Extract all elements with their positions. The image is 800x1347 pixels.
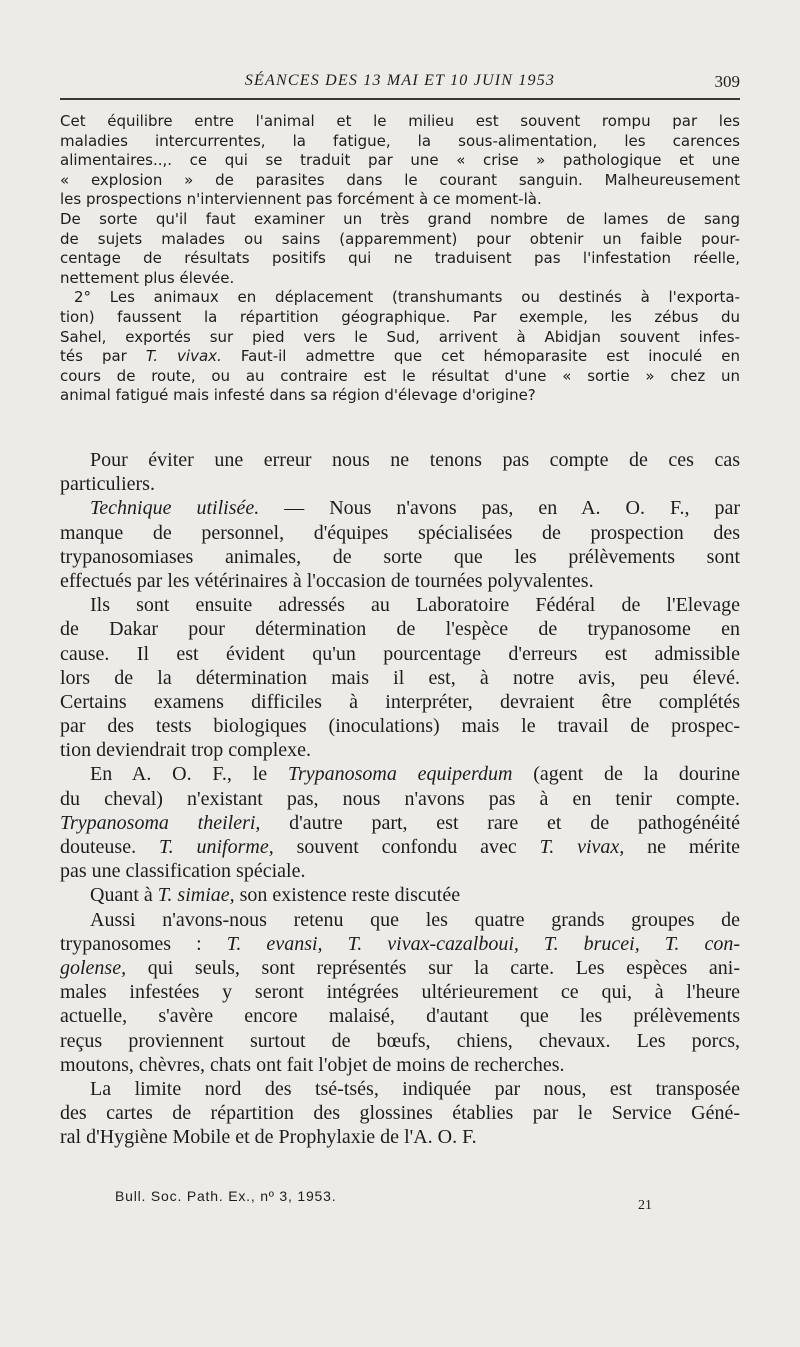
text-line: reçus proviennent surtout de bœufs, chiens, chevaux. Les porcs,: [60, 1029, 740, 1052]
text-line: nettement plus élevée.: [60, 268, 235, 287]
text-line: Certains examens difficiles à interpréter, devraient être complétés: [60, 690, 740, 713]
text-line: En A. O. F., le Trypanosoma equiperdum (agent de la dourine: [90, 763, 740, 786]
text-line: ral d'Hygiène Mobile et de Prophylaxie de l'A. O. F.: [60, 1126, 477, 1149]
text-line: maladies intercurrentes, la fatigue, la sous-alimentation, les carences: [60, 131, 740, 150]
text-line: des cartes de répartition des glossines établies par le Service Géné-: [60, 1102, 740, 1125]
text-line: par des tests biologiques (inoculations) mais le travail de prospec-: [60, 715, 740, 738]
text-line: particuliers.: [60, 473, 155, 496]
text-line: les prospections n'interviennent pas forcément à ce moment-là.: [60, 190, 542, 209]
journal-reference: Bull. Soc. Path. Ex., nº 3, 1953.: [115, 1188, 337, 1204]
text-line: Ils sont ensuite adressés au Laboratoire Fédéral de l'Elevage: [90, 594, 740, 617]
text-line: tés par T. vivax. Faut-il admettre que cet hémoparasite est inoculé en: [60, 347, 741, 366]
signature-mark: 21: [638, 1198, 652, 1213]
text-line: manque de personnel, d'équipes spécialisées de prospection des: [60, 521, 740, 544]
text-line: lors de la détermination mais il est, à notre avis, peu élevé.: [60, 666, 740, 689]
text-line: de sujets malades ou sains (apparemment) pour obtenir un faible pour-: [60, 229, 740, 248]
section-heading: Technique utilisée.: [90, 497, 260, 520]
text-line: Cet équilibre entre l'animal et le milieu est souvent rompu par les: [60, 112, 740, 130]
text-line: 2° Les animaux en déplacement (transhumants ou destinés à l'exporta-: [74, 288, 740, 307]
page-number: 309: [714, 72, 740, 91]
running-head-title: SÉANCES DES 13 MAI ET 10 JUIN 1953: [244, 72, 556, 89]
text-line: centage de résultats positifs qui ne traduisent pas l'infestation réelle,: [60, 249, 740, 268]
text-line: trypanosomes : T. evansi, T. vivax-cazalboui, T. brucei, T. con-: [60, 932, 740, 955]
text-line: trypanosomiases animales, de sorte que les prélèvements sont: [60, 545, 740, 568]
text-line: de Dakar pour détermination de l'espèce de trypanosome en: [60, 618, 740, 641]
text-line: Trypanosoma theileri, d'autre part, est rare et de pathogénéité: [60, 811, 740, 834]
text-line: effectués par les vétérinaires à l'occasion de tournées polyvalentes.: [60, 569, 594, 592]
text-line: golense, qui seuls, sont représentés sur la carte. Les espèces ani-: [60, 956, 740, 979]
text-line: cours de route, ou au contraire est le résultat d'une « sortie » chez un: [60, 366, 740, 385]
text-line: du cheval) n'existant pas, nous n'avons pas à en tenir compte.: [60, 787, 740, 810]
text-line: alimentaires..,. ce qui se traduit par une « crise » pathologique et une: [60, 151, 740, 170]
running-head: [60, 66, 740, 96]
text-line: actuelle, s'avère encore malaisé, d'autant que les prélèvements: [60, 1005, 740, 1028]
text-line: tion) faussent la répartition géographique. Par exemple, les zébus du: [60, 307, 740, 326]
page-footer: [60, 1188, 740, 1218]
text-line: Aussi n'avons-nous retenu que les quatre grands groupes de: [90, 908, 740, 931]
text-line: Technique utilisée. — Nous n'avons pas, en A. O. F., par: [90, 497, 740, 520]
text-line: males infestées y seront intégrées ultérieurement ce qui, à l'heure: [60, 981, 740, 1004]
text-line: animal fatigué mais infesté dans sa région d'élevage d'origine?: [60, 386, 536, 405]
small-print-section: [60, 112, 740, 406]
text-line: cause. Il est évident qu'un pourcentage d'erreurs est admissible: [60, 642, 740, 665]
text-line: La limite nord des tsé-tsés, indiquée par nous, est transposée: [90, 1077, 740, 1100]
text-line: De sorte qu'il faut examiner un très grand nombre de lames de sang: [60, 209, 740, 228]
text-line: pas une classification spéciale.: [60, 860, 306, 883]
text-line: Quant à T. simiae, son existence reste discutée: [90, 884, 461, 907]
text-line: tion deviendrait trop complexe.: [60, 739, 312, 762]
text-line: moutons, chèvres, chats ont fait l'objet de moins de recherches.: [60, 1053, 565, 1076]
text-line: douteuse. T. uniforme, souvent confondu avec T. vivax, ne mérite: [60, 836, 741, 858]
text-line: Pour éviter une erreur nous ne tenons pas compte de ces cas: [90, 449, 740, 471]
text-line: Sahel, exportés sur pied vers le Sud, arrivent à Abidjan souvent infes-: [60, 327, 740, 346]
main-text-section: [60, 448, 740, 1149]
header-rule: [60, 98, 740, 100]
text-line: « explosion » de parasites dans le courant sanguin. Malheureusement: [60, 170, 740, 189]
